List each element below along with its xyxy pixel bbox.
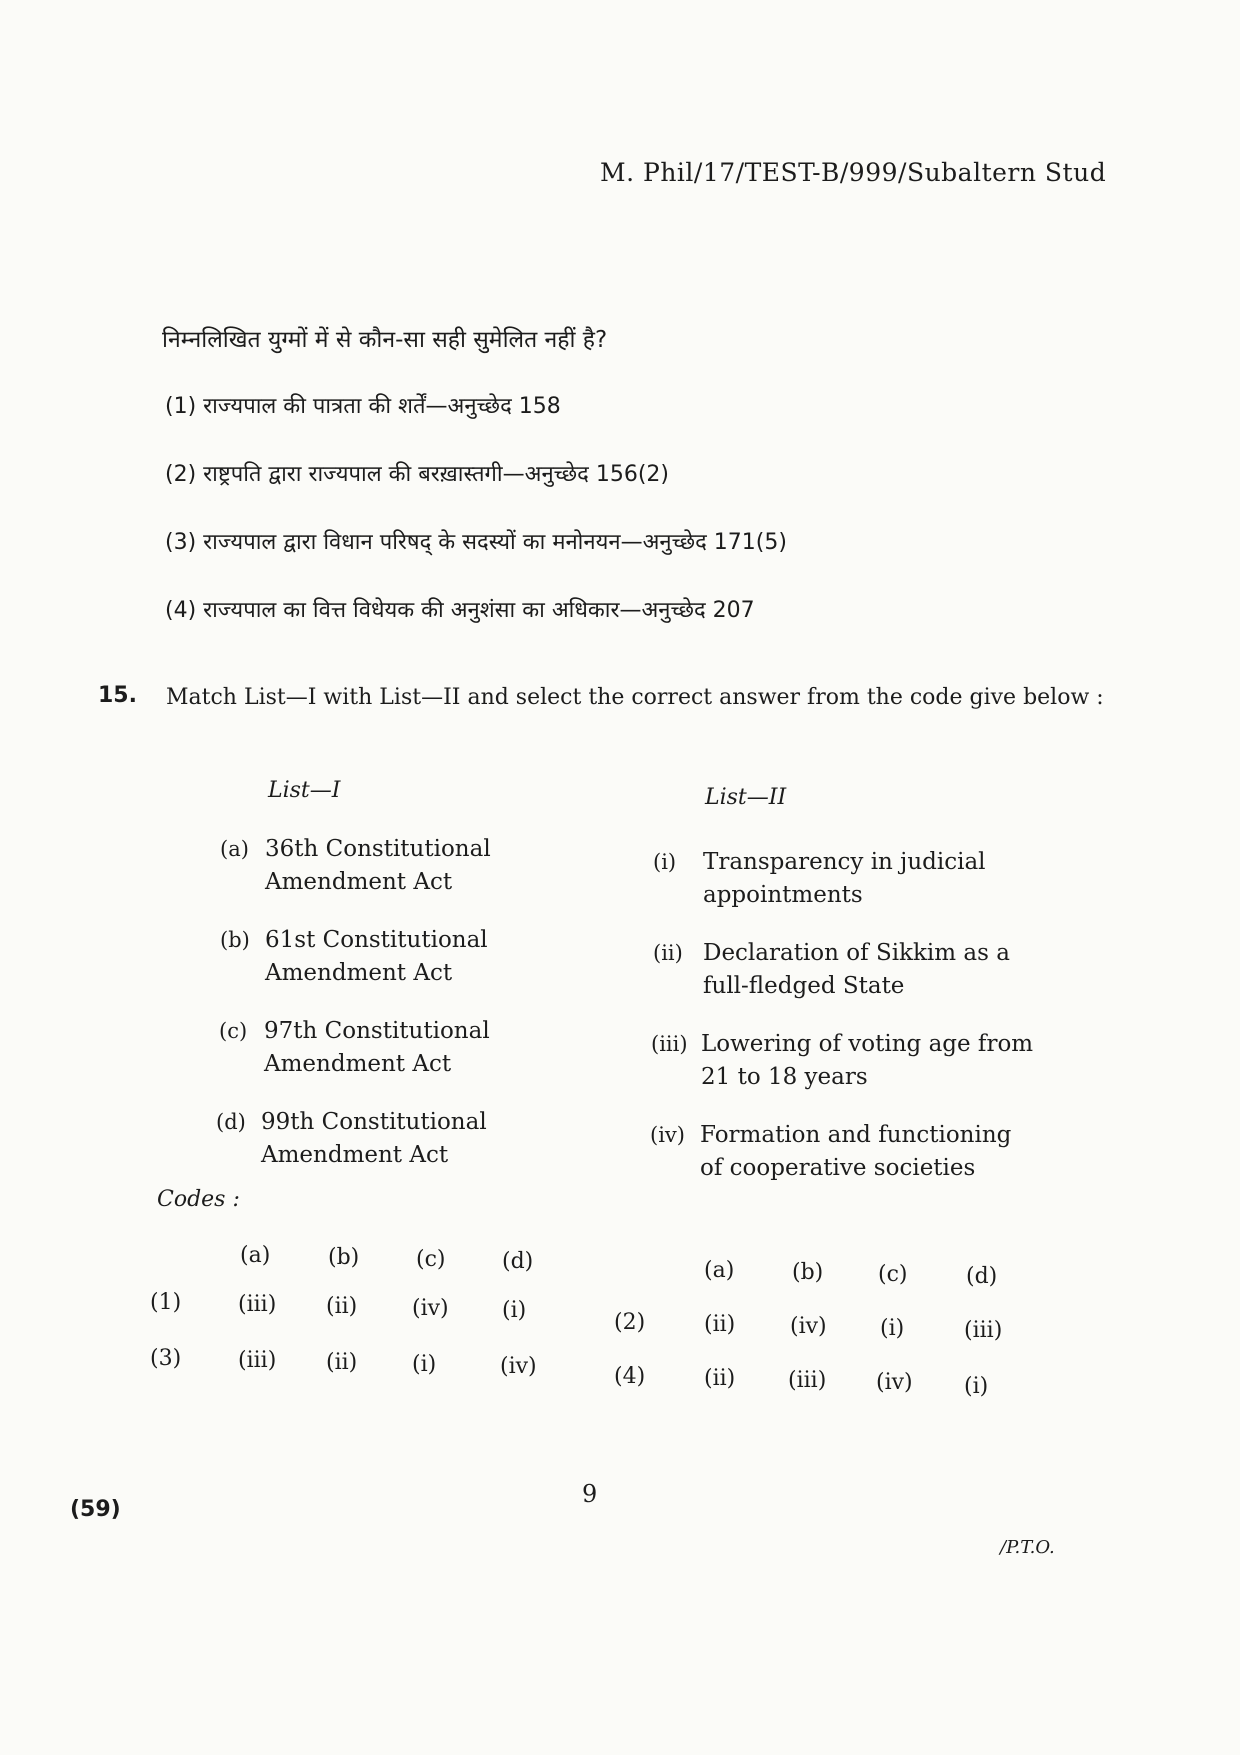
- q15-number: 15.: [98, 683, 137, 708]
- list1-item-label: (d): [216, 1110, 246, 1134]
- code-cell: (ii): [326, 1350, 358, 1375]
- q14-option-3: (3) राज्यपाल द्वारा विधान परिषद् के सदस्यों का मनोनयन—अनुच्छेद 171(5): [165, 530, 787, 555]
- list1-item-label: (b): [220, 928, 250, 952]
- codes-header-c: (c): [416, 1247, 446, 1272]
- list2-item-label: (iv): [650, 1123, 685, 1147]
- list2-item-line2: 21 to 18 years: [701, 1064, 868, 1090]
- list2-item-iii: [651, 1028, 1034, 1090]
- code-cell: (i): [880, 1316, 905, 1341]
- list1-item-line2: Amendment Act: [264, 1051, 452, 1077]
- codes-header-a: (a): [704, 1258, 735, 1283]
- list1-item-line1: 99th Constitutional: [261, 1109, 487, 1135]
- list1-item-line1: 36th Constitutional: [265, 836, 491, 862]
- list2-item-line2: full-fledged State: [703, 973, 905, 999]
- codes-header-a: (a): [240, 1243, 271, 1268]
- code-cell: (iv): [412, 1296, 449, 1321]
- q14-option-2: (2) राष्ट्रपति द्वारा राज्यपाल की बरख़ास्तगी—अनुच्छेद 156(2): [165, 462, 669, 487]
- list2-title: List—II: [705, 785, 787, 810]
- code-cell: (i): [502, 1298, 527, 1323]
- codes-header-c: (c): [878, 1262, 908, 1287]
- list1-item-b: [220, 924, 488, 986]
- q14-option-1: (1) राज्यपाल की पात्रता की शर्तें—अनुच्छेद 158: [165, 394, 561, 419]
- code-cell: (iv): [790, 1314, 827, 1339]
- list1-item-line1: 61st Constitutional: [265, 927, 488, 953]
- list2-item-line2: appointments: [703, 882, 863, 908]
- list1-item-line2: Amendment Act: [261, 1142, 449, 1168]
- q14-hindi-question: निम्नलिखित युग्मों में से कौन-सा सही सुमेलित नहीं है?: [162, 327, 608, 353]
- code-option-number: (4): [614, 1364, 646, 1389]
- code-cell: (ii): [704, 1366, 736, 1391]
- codes-header-d: (d): [502, 1249, 534, 1274]
- q15-text: Match List—I with List—II and select the correct answer from the code give below :: [166, 685, 1104, 710]
- code-option-number: (3): [150, 1346, 182, 1371]
- codes-header-d: (d): [966, 1264, 998, 1289]
- paper-code-header: M. Phil/17/TEST-B/999/Subaltern Stud: [600, 158, 1107, 187]
- list1-item-a: [220, 833, 491, 895]
- list2-item-line1: Declaration of Sikkim as a: [703, 940, 1010, 966]
- code-cell: (i): [964, 1374, 989, 1399]
- list1-item-line2: Amendment Act: [265, 960, 453, 986]
- list1-item-label: (a): [220, 837, 249, 861]
- list1-title: List—I: [268, 778, 341, 803]
- list1-item-label: (c): [219, 1019, 248, 1043]
- list1-item-line2: Amendment Act: [265, 869, 453, 895]
- code-cell: (iii): [238, 1292, 277, 1317]
- list2-item-line2: of cooperative societies: [700, 1155, 976, 1181]
- list2-item-line1: Formation and functioning: [700, 1122, 1012, 1148]
- code-cell: (ii): [704, 1312, 736, 1337]
- code-cell: (i): [412, 1352, 437, 1377]
- code-cell: (ii): [326, 1294, 358, 1319]
- codes-header-b: (b): [328, 1245, 360, 1270]
- list1-item-c: [219, 1015, 490, 1077]
- code-cell: (iii): [238, 1348, 277, 1373]
- code-cell: (iv): [876, 1370, 913, 1395]
- codes-label: Codes :: [157, 1187, 240, 1212]
- code-cell: (iv): [500, 1354, 537, 1379]
- list2-item-line1: Lowering of voting age from: [701, 1031, 1034, 1057]
- list2-item-iv: [650, 1119, 1012, 1181]
- codes-header-b: (b): [792, 1260, 824, 1285]
- booklet-mark: (59): [70, 1497, 121, 1522]
- q14-option-4: (4) राज्यपाल का वित्त विधेयक की अनुशंसा का अधिकार—अनुच्छेद 207: [165, 598, 755, 623]
- list1-item-line1: 97th Constitutional: [264, 1018, 490, 1044]
- list2-item-line1: Transparency in judicial: [703, 849, 986, 875]
- pto-mark: /P.T.O.: [1000, 1537, 1055, 1558]
- list2-item-label: (iii): [651, 1032, 688, 1056]
- list2-item-label: (i): [653, 850, 677, 874]
- code-option-number: (2): [614, 1310, 646, 1335]
- page-number: 9: [582, 1480, 598, 1508]
- list2-item-ii: [653, 937, 1010, 999]
- list2-item-label: (ii): [653, 941, 683, 965]
- code-cell: (iii): [788, 1368, 827, 1393]
- list1-item-d: [216, 1106, 487, 1168]
- code-cell: (iii): [964, 1318, 1003, 1343]
- code-option-number: (1): [150, 1290, 182, 1315]
- list2-item-i: [653, 846, 986, 908]
